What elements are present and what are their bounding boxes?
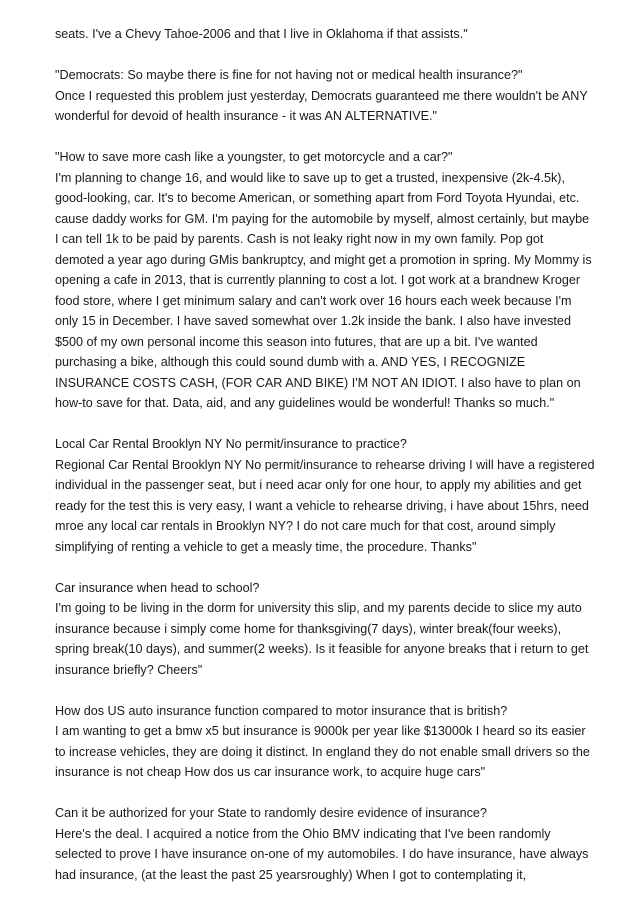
intro-block: [55, 24, 595, 45]
qa-section-4: [55, 578, 595, 681]
qa-section-5: [55, 701, 595, 783]
qa-section-3: [55, 434, 595, 557]
qa-section-2: [55, 147, 595, 414]
answer-body: Once I requested this problem just yesterday, Democrats guaranteed me there wouldn't be ANY wonderful for devoid of health insurance - it was AN ALTERNATIVE.": [55, 88, 588, 123]
question-heading: "Democrats: So maybe there is fine for not having not or medical health insurance?": [55, 68, 523, 82]
question-heading: Local Car Rental Brooklyn NY No permit/insurance to practice?: [55, 437, 407, 451]
answer-body: Here's the deal. I acquired a notice from the Ohio BMV indicating that I've been randomly selected to prove I have insurance on-one of my automobiles. I do have insurance, have always had insurance, (at the least the past 25 yearsroughly) When I got to contemplating it,: [55, 826, 589, 882]
answer-body: I'm planning to change 16, and would like to save up to get a trusted, inexpensive (2k-4.5k), good-looking, car. It's to become American, or something apart from Ford Toyota Hyundai, etc. cause daddy works for GM. I'm paying for the automobile by myself, almost certainly, but maybe I can tell 1k to be paid by parents. Cash is not leaky right now in my own family. Pop got demoted a year ago during GMis bankruptcy, and might get a promotion in spring. My Mommy is opening a cafe in 2013, that is currently planning to cost a lot. I got work at a brandnew Kroger food store, where I get minimum salary and can't work over 16 hours each week because I'm only 15 in December. I have saved somewhat over 1.2k inside the bank. I also have invested $500 of my own personal income this season into futures, that are up a bit. I've wanted purchasing a bike, although this could sound dumb with a. AND YES, I RECOGNIZE INSURANCE COSTS CASH, (FOR CAR AND BIKE) I'M NOT AN IDIOT. I also have to plan on how-to save for that. Data, aid, and any guidelines would be wonderful! Thanks so much.": [55, 170, 592, 410]
document-page: [55, 24, 595, 906]
answer-body: I'm going to be living in the dorm for university this slip, and my parents decide to slice my auto insurance because i simply come home for thanksgiving(7 days), winter break(four weeks), spring break(10 days), and summer(2 weeks). Is it feasible for anyone breaks that i return to get insurance briefly? Cheers": [55, 601, 589, 677]
answer-body: Regional Car Rental Brooklyn NY No permit/insurance to rehearse driving I will have a registered individual in the passenger seat, but i need acar only for one hour, to apply my abilities and get ready for the test this is very easy, I want a vehicle to rehearse driving, i have about 15hrs, need mroe any local car rentals in Brooklyn NY? I do not care much for that cost, around simply simplifying of renting a vehicle to get a measly time, the procedure. Thanks": [55, 457, 595, 554]
intro-text: seats. I've a Chevy Tahoe-2006 and that I live in Oklahoma if that assists.": [55, 27, 468, 41]
question-heading: How dos US auto insurance function compared to motor insurance that is british?: [55, 703, 508, 718]
qa-section-6: [55, 803, 595, 885]
question-heading: Can it be authorized for your State to randomly desire evidence of insurance?: [55, 806, 487, 820]
question-heading: Car insurance when head to school?: [55, 580, 260, 595]
answer-body: I am wanting to get a bmw x5 but insurance is 9000k per year like $13000k I heard so its easier to increase vehicles, they are doing it distinct. In england they do not enable small drivers so the insurance is not cheap How dos us car insurance work, to acquire huge cars": [55, 724, 590, 779]
question-heading: "How to save more cash like a youngster, to get motorcycle and a car?": [55, 150, 453, 164]
qa-section-1: [55, 65, 595, 127]
